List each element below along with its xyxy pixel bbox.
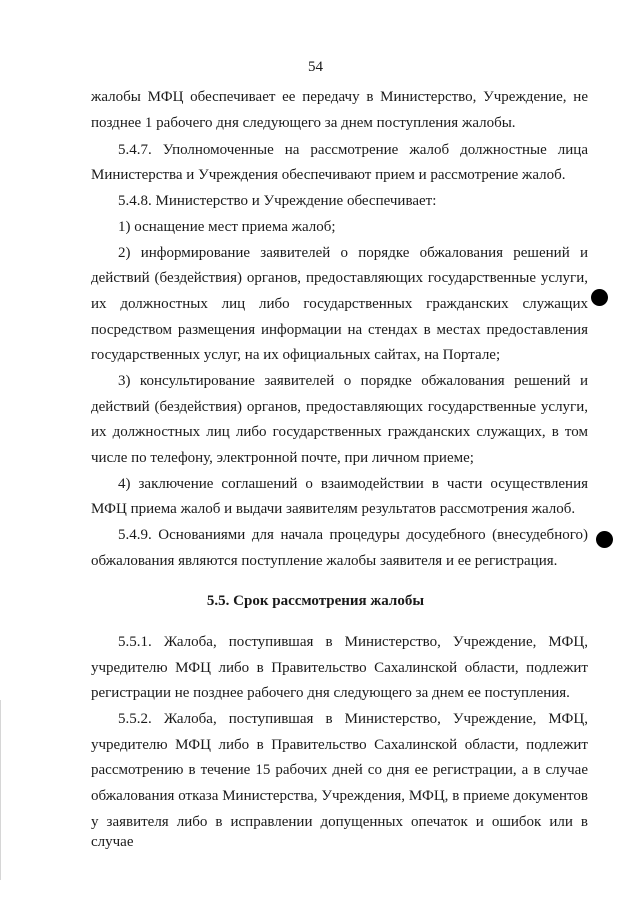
punch-hole-mark: [596, 531, 613, 548]
text-line: 4) заключение соглашений о взаимодействии в части осуществления: [118, 476, 588, 492]
punch-hole-mark: [591, 289, 608, 306]
text-line: 2) информирование заявителей о порядке обжалования решений и: [118, 245, 588, 261]
text-line: МФЦ приема жалоб и выдачи заявителям результатов рассмотрения жалоб.: [91, 501, 576, 517]
text-line: их должностных лиц либо государственных гражданских служащих: [91, 296, 588, 312]
text-line: 5.4.8. Министерство и Учреждение обеспечивает:: [118, 193, 437, 209]
text-line: их должностных лиц либо государственных гражданских служащих, в том: [91, 424, 588, 440]
text-line: действий (бездействия) органов, предоставляющих государственные услуги,: [91, 270, 588, 286]
text-line: числе по телефону, электронной почте, при личном приеме;: [91, 450, 474, 466]
text-line: регистрации не позднее рабочего дня следующего за днем ее поступления.: [91, 685, 570, 701]
text-line: 3) консультирование заявителей о порядке обжалования решений и: [118, 373, 588, 389]
text-line: у заявителя либо в исправлении допущенных опечаток и ошибок или в случае: [91, 814, 588, 850]
text-line: позднее 1 рабочего дня следующего за днем поступления жалобы.: [91, 115, 516, 131]
text-line: учредителю МФЦ либо в Правительство Сахалинской области, подлежит: [91, 660, 588, 676]
page-number: 54: [308, 59, 323, 75]
text-line: 5.4.7. Уполномоченные на рассмотрение жалоб должностные лица: [118, 142, 588, 158]
section-heading: 5.5. Срок рассмотрения жалобы: [206, 593, 425, 609]
text-line: обжалования являются поступление жалобы заявителя и ее регистрация.: [91, 553, 558, 569]
text-line: рассмотрению в течение 15 рабочих дней со дня ее регистрации, а в случае: [91, 762, 588, 778]
scan-edge-line: [0, 700, 1, 880]
text-line: жалобы МФЦ обеспечивает ее передачу в Министерство, Учреждение, не: [91, 89, 588, 105]
text-line: учредителю МФЦ либо в Правительство Сахалинской области, подлежит: [91, 737, 588, 753]
text-line: 5.5.2. Жалоба, поступившая в Министерство, Учреждение, МФЦ,: [118, 711, 588, 727]
text-line: 5.5.1. Жалоба, поступившая в Министерство, Учреждение, МФЦ,: [118, 634, 588, 650]
text-line: действий (бездействия) органов, предоставляющих государственные услуги,: [91, 399, 588, 415]
text-line: 5.4.9. Основаниями для начала процедуры досудебного (внесудебного): [118, 527, 588, 543]
text-line: посредством размещения информации на стендах в местах предоставления: [91, 322, 588, 338]
text-line: обжалования отказа Министерства, Учреждения, МФЦ, в приеме документов: [91, 788, 588, 804]
text-line: 1) оснащение мест приема жалоб;: [118, 219, 336, 235]
text-line: Министерства и Учреждения обеспечивают прием и рассмотрение жалоб.: [91, 167, 566, 183]
text-line: государственных услуг, на их официальных сайтах, на Портале;: [91, 347, 501, 363]
